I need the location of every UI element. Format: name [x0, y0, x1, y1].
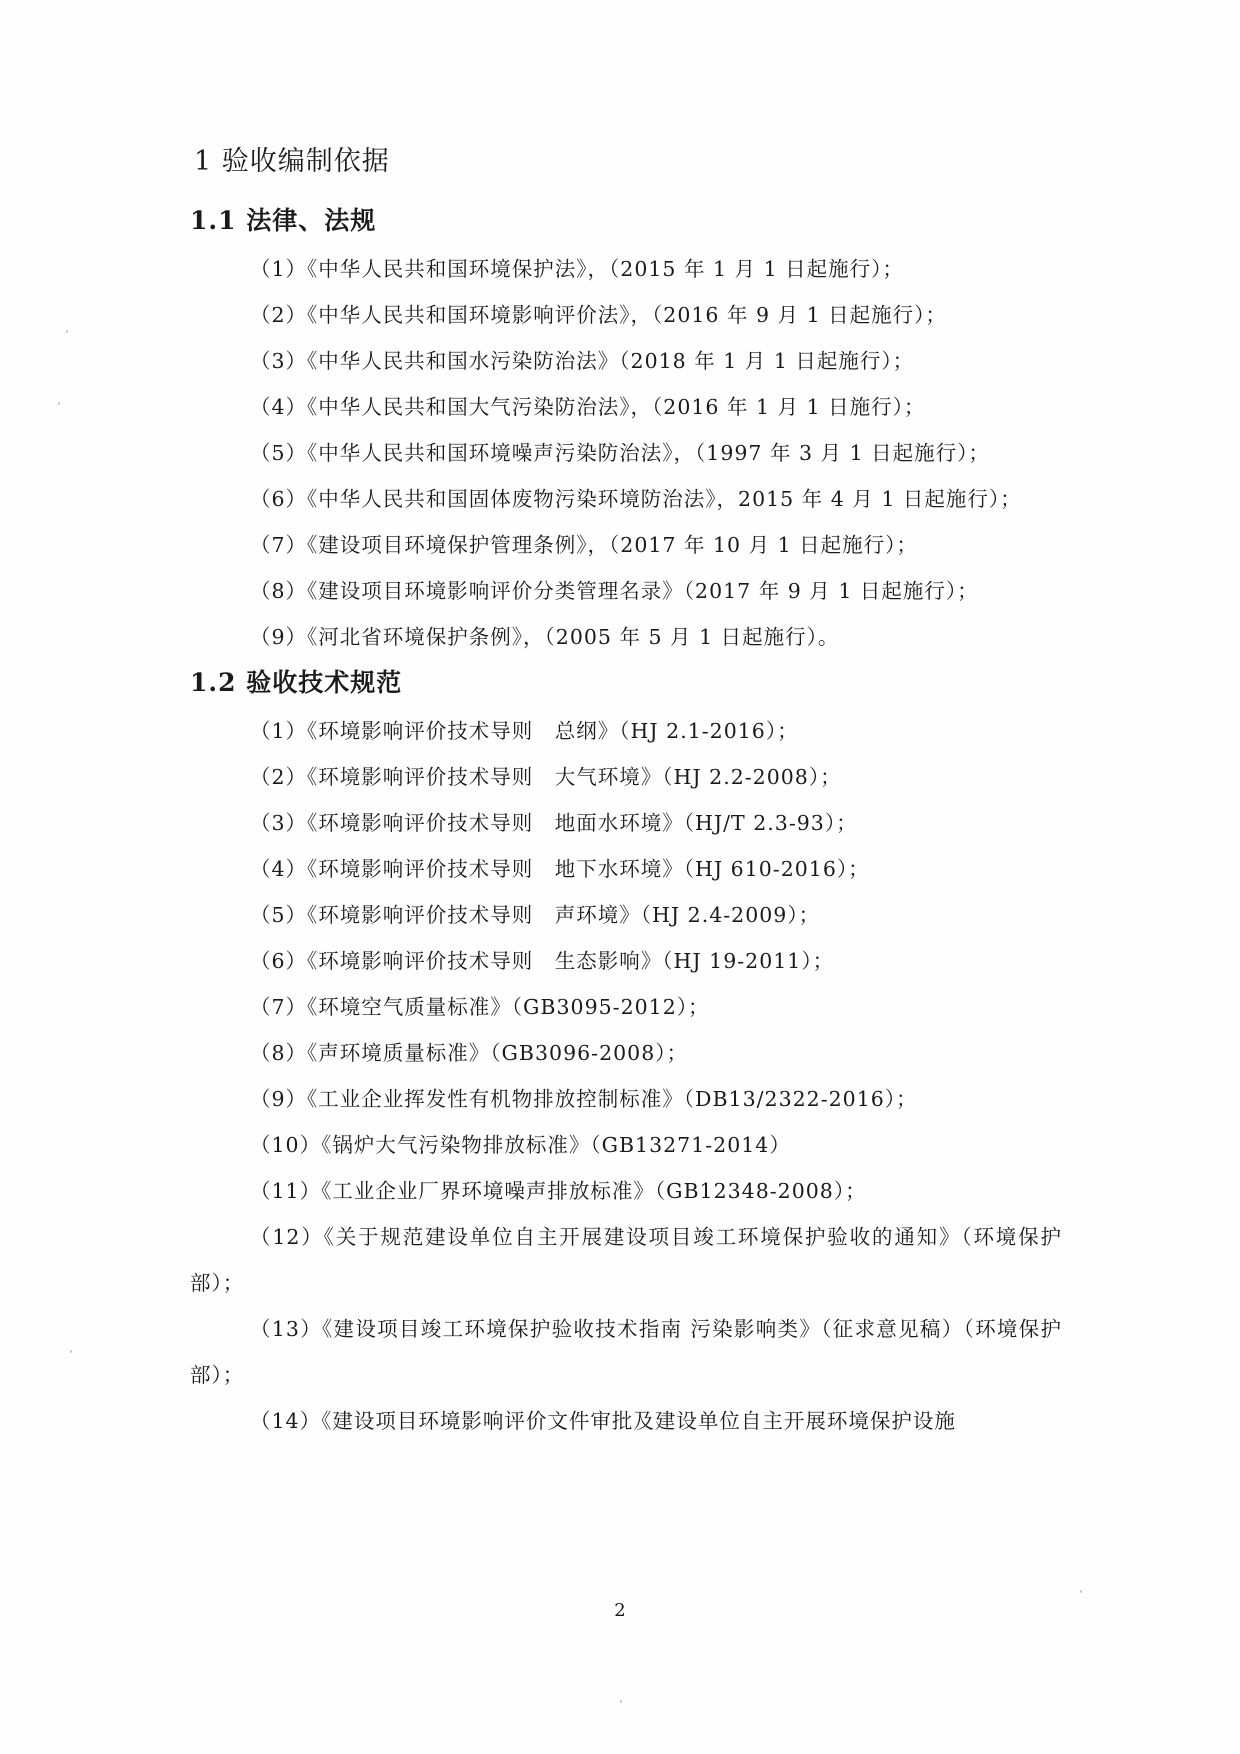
scan-speck	[70, 1350, 72, 1353]
list-item: （5）《中华人民共和国环境噪声污染防治法》，（1997 年 3 月 1 日起施行）；	[250, 441, 990, 465]
list-item: （10）《锅炉大气污染物排放标准》（GB13271-2014）	[250, 1133, 791, 1157]
list-item: （2）《环境影响评价技术导则 大气环境》（HJ 2.2-2008）；	[250, 765, 842, 789]
list-item: （14）《建设项目环境影响评价文件审批及建设单位自主开展环境保护设施	[250, 1409, 956, 1433]
list-item: （1）《中华人民共和国环境保护法》，（2015 年 1 月 1 日起施行）；	[250, 257, 904, 281]
list-item: （1）《环境影响评价技术导则 总纲》（HJ 2.1-2016）；	[250, 719, 799, 743]
list-item: （7）《环境空气质量标准》（GB3095-2012）；	[250, 995, 710, 1019]
list-item: （8）《声环境质量标准》（GB3096-2008）；	[250, 1041, 689, 1065]
list-item: （2）《中华人民共和国环境影响评价法》，（2016 年 9 月 1 日起施行）；	[250, 303, 947, 327]
list-item: （7）《建设项目环境保护管理条例》，（2017 年 10 月 1 日起施行）；	[250, 533, 918, 557]
list-item: （6）《环境影响评价技术导则 生态影响》（HJ 19-2011）；	[250, 949, 835, 973]
list-item: （4）《中华人民共和国大气污染防治法》，（2016 年 1 月 1 日施行）；	[250, 395, 926, 419]
specs-list	[190, 708, 1062, 1444]
list-item: （9）《工业企业挥发性有机物排放控制标准》（DB13/2322-2016）；	[250, 1087, 918, 1111]
list-item: （8）《建设项目环境影响评价分类管理名录》（2017 年 9 月 1 日起施行）；	[250, 579, 979, 603]
chapter-heading: 1 验收编制依据	[194, 146, 390, 177]
list-item: （11）《工业企业厂界环境噪声排放标准》（GB12348-2008）；	[250, 1179, 867, 1203]
list-item: （5）《环境影响评价技术导则 声环境》（HJ 2.4-2009）；	[250, 903, 821, 927]
laws-list	[190, 246, 1062, 660]
list-item: （6）《中华人民共和国固体废物污染环境防治法》，2015 年 4 月 1 日起施行）；	[250, 487, 1022, 511]
list-item: （13）《建设项目竣工环境保护验收技术指南 污染影响类》（征求意见稿）（环境保护部）；	[190, 1317, 1062, 1387]
page-number: 2	[614, 1600, 626, 1621]
list-item: （3）《中华人民共和国水污染防治法》（2018 年 1 月 1 日起施行）；	[250, 349, 915, 373]
scan-speck	[1080, 1590, 1082, 1593]
list-item: （4）《环境影响评价技术导则 地下水环境》（HJ 610-2016）；	[250, 857, 870, 881]
section-heading-specs: 1.2 验收技术规范	[190, 668, 403, 697]
list-item: （12）《关于规范建设单位自主开展建设项目竣工环境保护验收的通知》（环境保护部）；	[190, 1225, 1062, 1295]
document-body	[190, 138, 1062, 1444]
section-heading-laws: 1.1 法律、法规	[190, 206, 377, 235]
list-item: （9）《河北省环境保护条例》，（2005 年 5 月 1 日起施行）。	[250, 625, 840, 649]
scan-speck	[66, 330, 68, 333]
scan-speck	[58, 402, 60, 405]
list-item: （3）《环境影响评价技术导则 地面水环境》（HJ/T 2.3-93）；	[250, 811, 858, 835]
scan-speck	[620, 1700, 622, 1703]
